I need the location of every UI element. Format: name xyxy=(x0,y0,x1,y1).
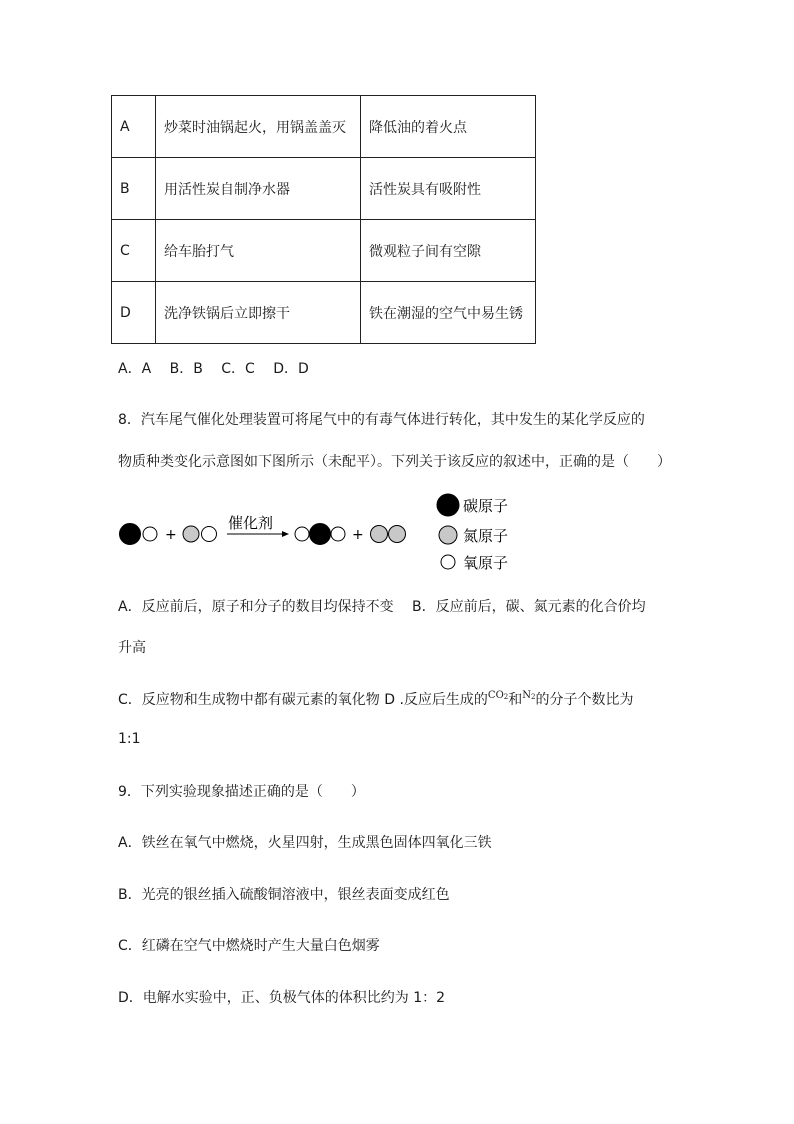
row-label: B xyxy=(112,158,156,220)
co2-formula: CO2 xyxy=(487,690,509,701)
q8-option-ab-line2: 升高 xyxy=(118,640,146,656)
catalyst-label: 催化剂 xyxy=(228,514,274,532)
legend-nitrogen-label: 氮原子 xyxy=(463,527,509,545)
nitrogen-atom xyxy=(371,526,388,543)
reason-cell: 降低油的着火点 xyxy=(361,96,536,158)
table-row xyxy=(112,282,536,344)
q8-option-d-post: 的分子个数比为 xyxy=(535,692,634,708)
q8-option-d-pre: D .反应后生成的 xyxy=(384,692,488,708)
q9-option-b: B．光亮的银丝插入硫酸铜溶液中，银丝表面变成红色 xyxy=(118,887,450,903)
practice-cell: 洗净铁锅后立即擦干 xyxy=(156,282,361,344)
arrow-head-icon xyxy=(282,531,289,537)
q8-option-d-line2: 1:1 xyxy=(118,731,141,747)
legend-oxygen-label: 氧原子 xyxy=(463,554,509,572)
legend-carbon-atom xyxy=(437,494,459,516)
carbon-atom xyxy=(310,524,331,545)
row-label: A xyxy=(112,96,156,158)
q8-option-cd-line1 xyxy=(118,689,633,709)
plus-sign: + xyxy=(352,527,364,543)
nitrogen-atom xyxy=(183,526,199,542)
n2-formula: N2 xyxy=(522,690,536,701)
table-row xyxy=(112,158,536,220)
oxygen-atom xyxy=(202,527,217,542)
q9-option-d: D．电解水实验中，正、负极气体的体积比约为 1：2 xyxy=(118,990,446,1006)
practice-cell: 炒菜时油锅起火，用锅盖盖灭 xyxy=(156,96,361,158)
oxygen-atom xyxy=(331,527,345,541)
practice-cell: 用活性炭自制净水器 xyxy=(156,158,361,220)
reason-cell: 微观粒子间有空隙 xyxy=(361,220,536,282)
q8-option-d-and: 和 xyxy=(508,692,523,708)
q8-option-ab-line1: A．反应前后，原子和分子的数目均保持不变 B．反应前后，碳、氮元素的化合价均 xyxy=(118,599,646,615)
nitrogen-atom xyxy=(389,526,406,543)
table-row xyxy=(112,96,536,158)
q9-option-c: C．红磷在空气中燃烧时产生大量白色烟雾 xyxy=(118,938,380,954)
carbon-atom xyxy=(120,524,141,545)
reaction-diagram xyxy=(110,488,530,578)
oxygen-atom xyxy=(143,527,157,541)
q9-stem: 9．下列实验现象描述正确的是（ ） xyxy=(118,784,365,800)
practice-cell: 给车胎打气 xyxy=(156,220,361,282)
row-label: C xyxy=(112,220,156,282)
reason-cell: 铁在潮湿的空气中易生锈 xyxy=(361,282,536,344)
q8-stem-line2: 物质种类变化示意图如下图所示（未配平）。下列关于该反应的叙述中，正确的是（ ） xyxy=(118,454,671,470)
q8-stem-line1: 8．汽车尾气催化处理装置可将尾气中的有毒气体进行转化，其中发生的某化学反应的 xyxy=(118,412,645,428)
reason-cell: 活性炭具有吸附性 xyxy=(361,158,536,220)
q7-answer-options: A．A B．B C．C D．D xyxy=(118,361,309,377)
q8-option-c: C．反应物和生成物中都有碳元素的氧化物 xyxy=(118,692,380,708)
oxygen-atom xyxy=(295,527,309,541)
legend-oxygen-atom xyxy=(441,555,455,569)
q9-option-a: A．铁丝在氧气中燃烧，火星四射，生成黑色固体四氧化三铁 xyxy=(118,835,492,851)
table-row xyxy=(112,220,536,282)
options-table xyxy=(111,95,536,344)
legend-nitrogen-atom xyxy=(439,526,457,544)
row-label: D xyxy=(112,282,156,344)
legend-carbon-label: 碳原子 xyxy=(463,497,509,515)
plus-sign: + xyxy=(165,527,177,543)
